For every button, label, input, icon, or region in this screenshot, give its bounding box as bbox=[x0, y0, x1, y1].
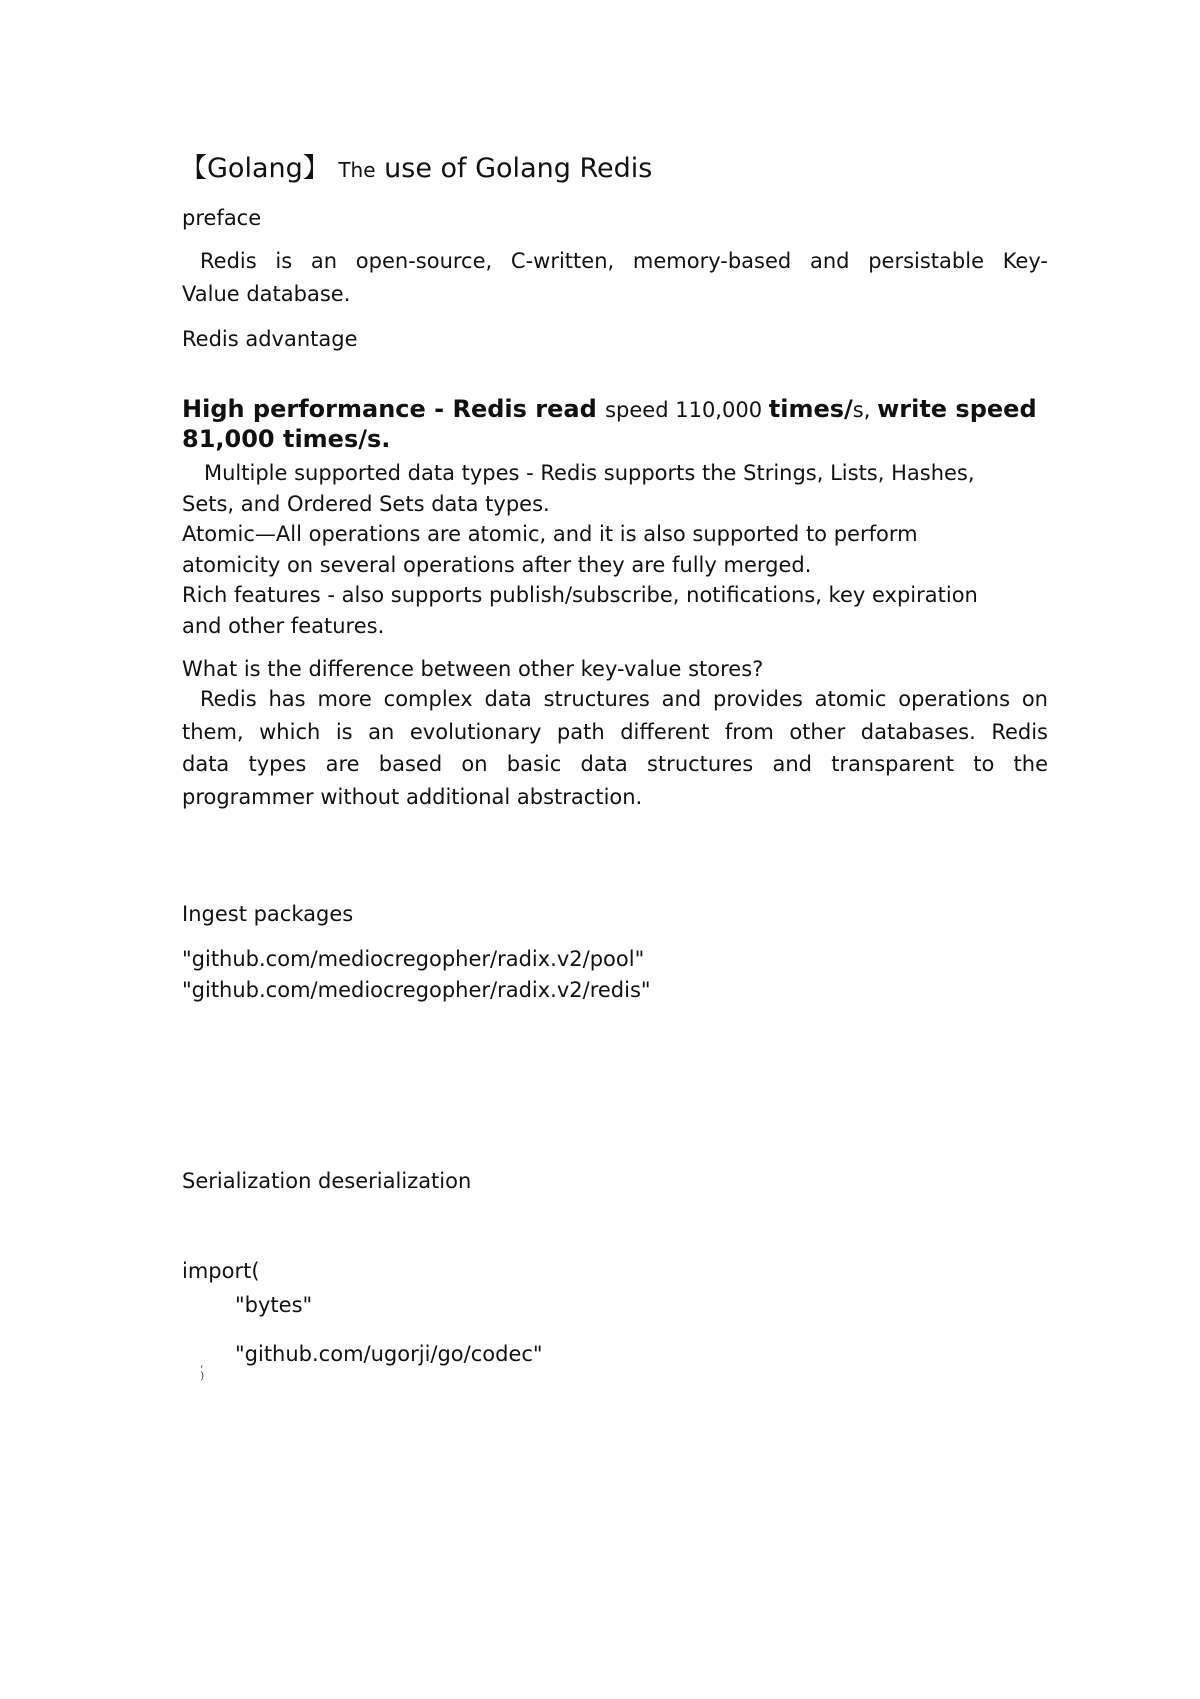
preface-heading: preface bbox=[182, 206, 262, 230]
advantage-item-line: and other features. bbox=[182, 614, 385, 638]
advantage-heading: Redis advantage bbox=[182, 327, 358, 351]
high-performance-line bbox=[182, 394, 1037, 425]
preface-line: Redis is an open-source, C-written, memory-based and persistable Key- bbox=[200, 249, 1048, 273]
hp-part4: s, bbox=[852, 398, 878, 422]
advantage-item-line: Multiple supported data types - Redis supports the Strings, Lists, Hashes, bbox=[204, 461, 975, 485]
advantage-item-line: Atomic—All operations are atomic, and it is also supported to perform bbox=[182, 522, 918, 546]
hp-part2: speed 110,000 bbox=[605, 398, 769, 422]
ingest-heading: Ingest packages bbox=[182, 902, 354, 926]
hp-part3: times/ bbox=[768, 395, 853, 423]
difference-line: programmer without additional abstraction. bbox=[182, 784, 643, 809]
trailing-mark: ) bbox=[200, 1369, 205, 1382]
serialization-heading: Serialization deserialization bbox=[182, 1169, 472, 1193]
title-small-word: The bbox=[338, 158, 376, 182]
difference-heading: What is the difference between other key-value stores? bbox=[182, 657, 764, 681]
high-performance-line-2: 81,000 times/s. bbox=[182, 425, 391, 453]
title-bracket: 【Golang】 bbox=[180, 153, 330, 184]
preface-line: Value database. bbox=[182, 281, 351, 306]
trailing-mark: , bbox=[200, 1357, 204, 1370]
import-line: "bytes" bbox=[235, 1293, 313, 1317]
package-line: "github.com/mediocregopher/radix.v2/pool" bbox=[182, 947, 645, 971]
hp-part1: High performance - Redis read bbox=[182, 395, 606, 423]
difference-paragraph bbox=[182, 683, 1048, 813]
advantage-item-line: Sets, and Ordered Sets data types. bbox=[182, 492, 550, 516]
difference-line: them, which is an evolutionary path different from other databases. Redis bbox=[182, 719, 1048, 744]
import-line: "github.com/ugorji/go/codec" bbox=[235, 1342, 543, 1366]
hp-part5: write speed bbox=[877, 395, 1037, 423]
document-title bbox=[180, 152, 652, 187]
difference-line: Redis has more complex data structures and provides atomic operations on bbox=[200, 687, 1048, 711]
preface-paragraph bbox=[182, 245, 1048, 310]
advantage-item-line: atomicity on several operations after they are fully merged. bbox=[182, 553, 812, 577]
import-open: import( bbox=[182, 1259, 260, 1283]
difference-line: data types are based on basic data structures and transparent to the bbox=[182, 752, 1048, 776]
trailing-marks bbox=[200, 1358, 204, 1382]
title-rest: use of Golang Redis bbox=[384, 153, 653, 184]
advantage-item-line: Rich features - also supports publish/subscribe, notifications, key expiration bbox=[182, 583, 978, 607]
package-line: "github.com/mediocregopher/radix.v2/redis" bbox=[182, 978, 651, 1002]
